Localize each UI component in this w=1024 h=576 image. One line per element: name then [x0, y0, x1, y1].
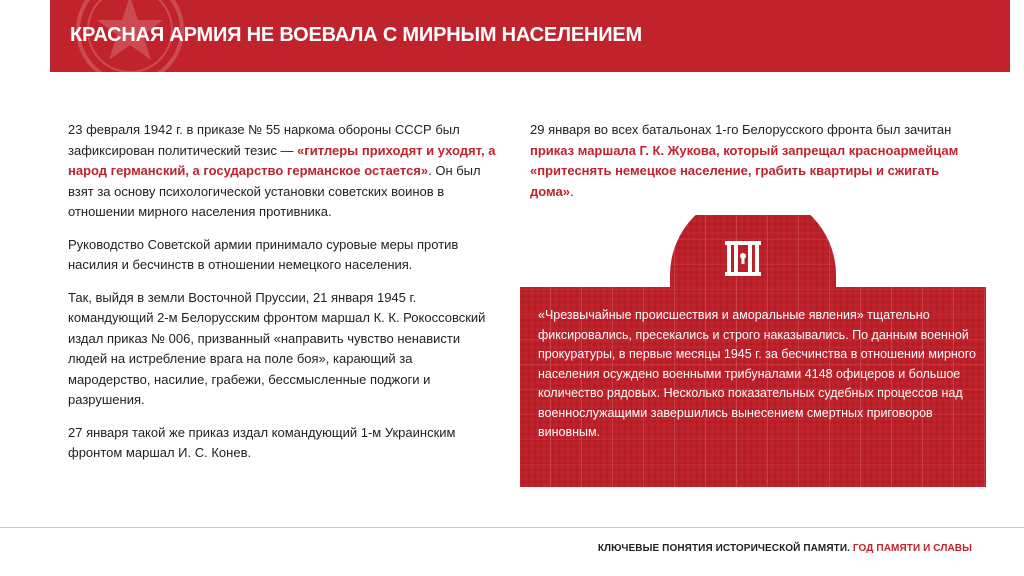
- footer-year-title: ГОД ПАМЯТИ И СЛАВЫ: [852, 543, 972, 554]
- paragraph-order-55: 23 февраля 1942 г. в приказе № 55 наркома обороны СССР был зафиксирован политический тезис — «гитлеры приходят и уходят, а народ германский, а государство германское остается». Он был взят за основу психологической установки советских воинов в отношении мирного населения противника.: [68, 122, 496, 219]
- paragraph-leadership-measures: Руководство Советской армии принимало суровые меры против насилия и бесчинств в отношении немецкого населения.: [68, 236, 459, 272]
- highlight-quote-hitlers: «гитлеры приходят и уходят, а народ германский, а государство германское остается»: [68, 142, 496, 178]
- highlight-zhukov-order: приказ маршала Г. К. Жукова, который запрещал красноармейцам «притеснять немецкое население, грабить квартиры и сжигать дома»: [530, 142, 959, 199]
- paragraph-zhukov-order: 29 января во всех батальонах 1-го Белорусского фронта был зачитан приказ маршала Г. К. Жукова, который запрещал красноармейцам «притеснять немецкое население, грабить квартиры и сжигать дома».: [530, 122, 959, 199]
- paragraph-konev-order: 27 января такой же приказ издал командующий 1-м Украинским фронтом маршал И. С. Конев.: [68, 424, 456, 460]
- left-column: [68, 120, 498, 476]
- paragraph-rokossovsky-order: Так, выйдя в земли Восточной Пруссии, 21 января 1945 г. командующий 2-м Белорусским фронтом маршал К. К. Рокоссовский издал приказ № 006, призванный «направить чувство ненависти людей на истребление врага на поле боя», карающий за мародерство, насилие, грабежи, бессмысленные поджоги и разрушения.: [68, 289, 486, 407]
- page-title: КРАСНАЯ АРМИЯ НЕ ВОЕВАЛА С МИРНЫМ НАСЕЛЕНИЕМ: [70, 24, 643, 46]
- footer: [598, 543, 972, 554]
- footer-divider: [0, 527, 1024, 528]
- panel-text: «Чрезвычайные происшествия и аморальные явления» тщательно фиксировались, пресекались и строго наказывались. По данным военной прокуратуры, в первые месяцы 1945 г. за бесчинства в отношении мирного населения осуждено военными трибуналами 4148 офицеров и большое количество рядовых. Несколько показательных судебных процессов над военнослужащими завершились вынесением смертных приговоров виновным.: [538, 308, 977, 439]
- header-bar: [50, 0, 1010, 72]
- footer-series-title: КЛЮЧЕВЫЕ ПОНЯТИЯ ИСТОРИЧЕСКОЙ ПАМЯТИ.: [597, 543, 851, 554]
- right-column: [530, 120, 960, 202]
